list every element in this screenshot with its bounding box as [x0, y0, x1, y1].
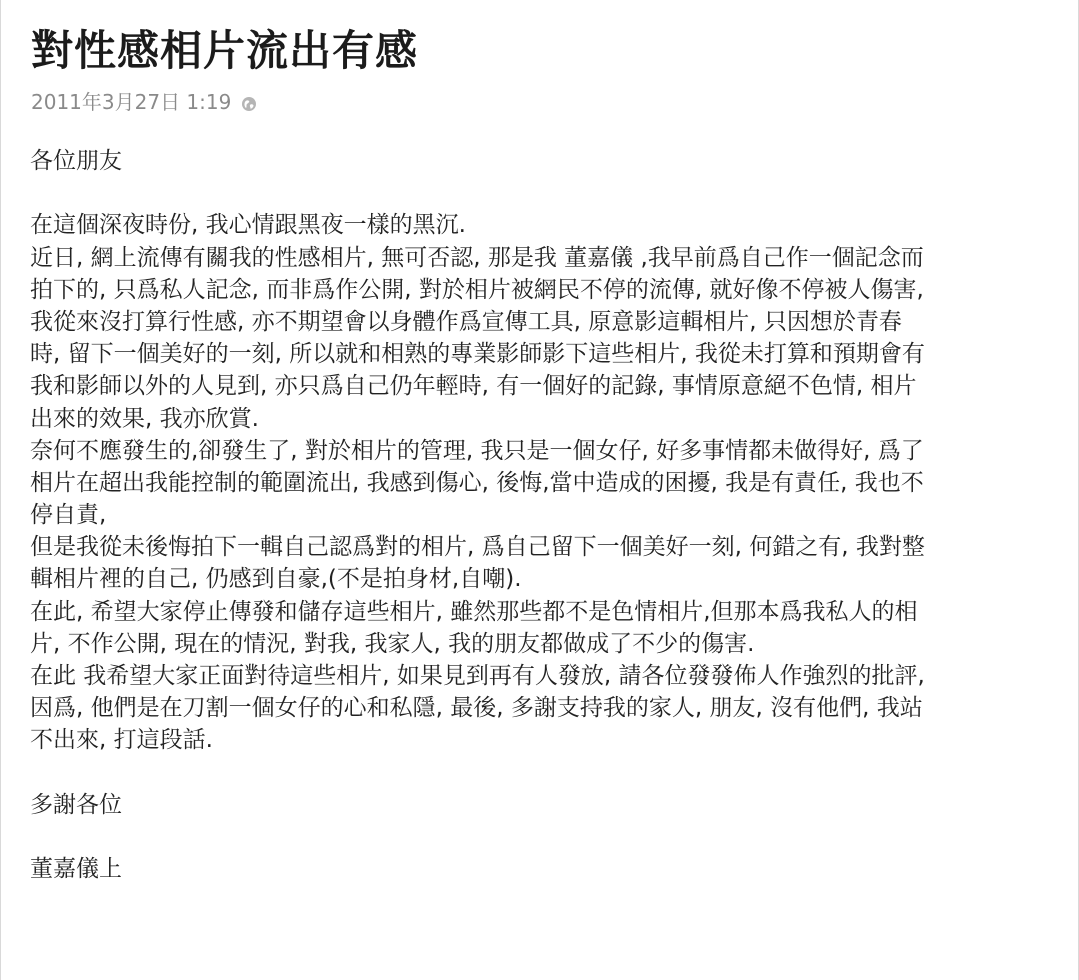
- note-body: [30, 145, 1055, 885]
- body-line: 但是我從未後悔拍下一輯自己認爲對的相片, 爲自己留下一個美好一刻, 何錯之有, 我對整: [30, 534, 925, 561]
- note-meta: [31, 86, 257, 115]
- globe-icon[interactable]: [241, 93, 257, 109]
- blank-line: [30, 757, 1055, 789]
- body-line: 拍下的, 只爲私人記念, 而非爲作公開, 對於相片被網民不停的流傳, 就好像不停被人傷害,: [30, 276, 924, 303]
- body-line: 我從來沒打算行性感, 亦不期望會以身體作爲宣傳工具, 原意影這輯相片, 只因想於青春: [30, 308, 902, 335]
- body-line: 近日, 網上流傳有關我的性感相片, 無可否認, 那是我 董嘉儀 ,我早前爲自己作一個記念而: [30, 244, 924, 271]
- body-line: 在此, 希望大家停止傳發和儲存這些相片, 雖然那些都不是色情相片,但那本爲我私人的相: [30, 598, 918, 625]
- body-line: 因爲, 他們是在刀割一個女仔的心和私隱, 最後, 多謝支持我的家人, 朋友, 沒有他們, 我站: [30, 695, 923, 722]
- closing-line: 多謝各位: [30, 791, 122, 818]
- body-line: 奈何不應發生的,卻發生了, 對於相片的管理, 我只是一個女仔, 好多事情都未做得好, 爲了: [30, 437, 924, 464]
- body-line: 輯相片裡的自己, 仍感到自豪,(不是拍身材,自嘲).: [30, 566, 522, 593]
- body-line: 相片在超出我能控制的範圍流出, 我感到傷心, 後悔,當中造成的困擾, 我是有責任, 我也不: [30, 469, 924, 496]
- note-title: 對性感相片流出有感: [31, 26, 419, 75]
- note-timestamp[interactable]: 2011年3月27日 1:19: [31, 90, 232, 114]
- body-line: 停自責,: [30, 502, 107, 529]
- body-line: 出來的效果, 我亦欣賞.: [30, 405, 259, 432]
- greeting-line: 各位朋友: [30, 148, 122, 174]
- body-line: 我和影師以外的人見到, 亦只爲自己仍年輕時, 有一個好的記錄, 事情原意絕不色情, 相片: [30, 373, 917, 400]
- blank-line: [30, 821, 1055, 853]
- blank-line: [30, 177, 1055, 209]
- body-line: 在此 我希望大家正面對待這些相片, 如果見到再有人發放, 請各位發發佈人作強烈的批評,: [30, 663, 925, 689]
- body-line: 時, 留下一個美好的一刻, 所以就和相熟的專業影師影下這些相片, 我從未打算和預期會有: [30, 341, 925, 368]
- signature-line: 董嘉儀上: [30, 856, 122, 883]
- body-line: 在這個深夜時份, 我心情跟黑夜一樣的黑沉.: [30, 212, 466, 239]
- body-line: 不出來, 打這段話.: [30, 727, 213, 754]
- body-line: 片, 不作公開, 現在的情況, 對我, 我家人, 我的朋友都做成了不少的傷害.: [30, 630, 755, 657]
